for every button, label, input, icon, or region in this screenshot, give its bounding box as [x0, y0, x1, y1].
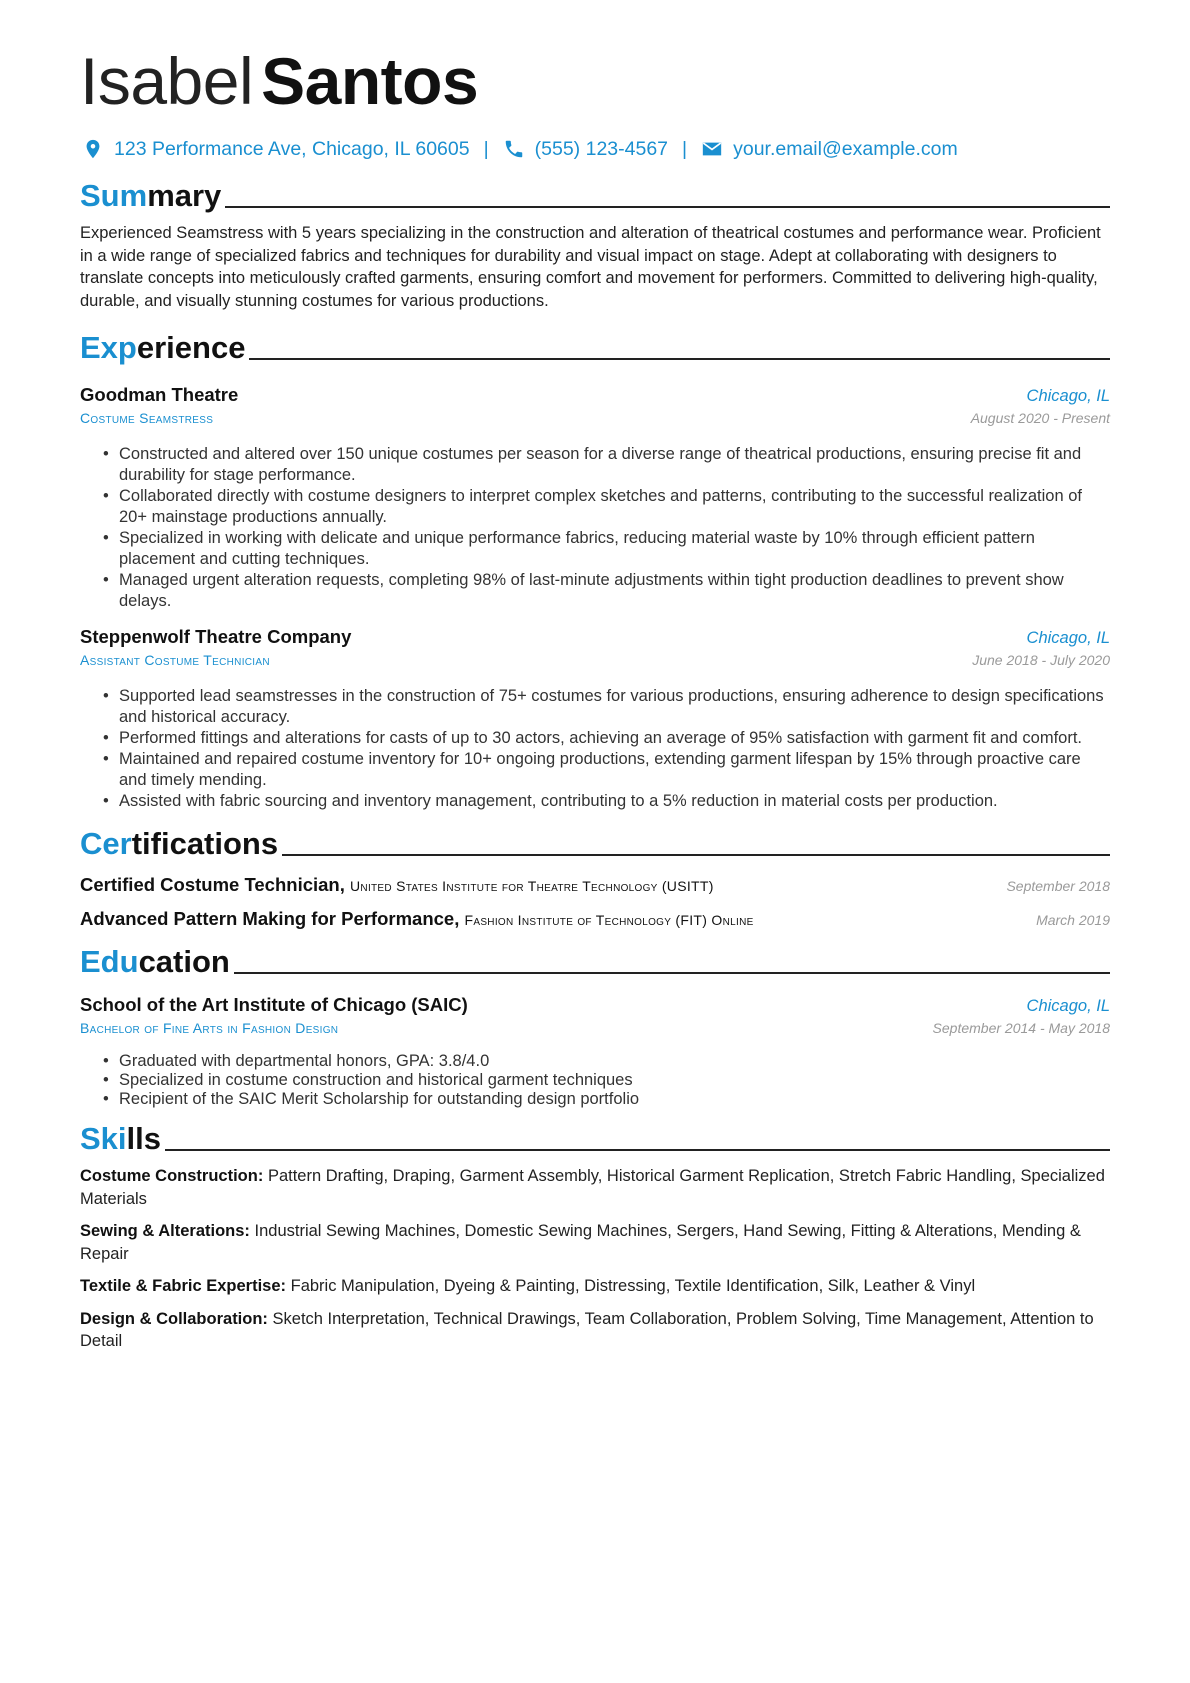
- envelope-icon: [701, 138, 723, 160]
- certification-name: Advanced Pattern Making for Performance: [80, 908, 455, 929]
- section-divider: [165, 1149, 1110, 1151]
- experience-entry-header: [80, 384, 1110, 406]
- certification-name: Certified Costume Technician: [80, 874, 340, 895]
- contact-address: [80, 138, 470, 161]
- job-location: Chicago, IL: [1026, 387, 1110, 405]
- contact-email[interactable]: [701, 138, 958, 161]
- education-dates: September 2014 - May 2018: [932, 1020, 1110, 1036]
- list-item: • Specialized in working with delicate and unique performance fabrics, reducing material waste by 10% through efficient pattern placement and cutting techniques.: [103, 528, 1110, 570]
- experience-entry-subheader: [80, 410, 1110, 426]
- section-title-rest: cation: [138, 944, 230, 979]
- list-item: • Specialized in costume construction and historical garment techniques: [103, 1071, 1110, 1090]
- skill-category: Textile & Fabric Expertise:: [80, 1277, 287, 1295]
- section-title-rest: erience: [136, 330, 246, 365]
- address-text: 123 Performance Ave, Chicago, IL 60605: [114, 137, 470, 160]
- section-title-certifications: [80, 822, 1110, 862]
- certification-issuer: United States Institute for Theatre Technology (USITT): [350, 878, 714, 894]
- skill-row: [80, 1275, 1110, 1298]
- job-dates: August 2020 - Present: [970, 410, 1110, 426]
- section-title-accent: Ski: [80, 1121, 127, 1156]
- skill-list: Industrial Sewing Machines, Domestic Sewing Machines, Sergers, Hand Sewing, Fitting & Alterations, Mending & Repair: [80, 1222, 1081, 1263]
- skill-row: [80, 1220, 1110, 1265]
- section-title-accent: Cer: [80, 826, 132, 861]
- phone-icon: [503, 138, 525, 160]
- section-title-experience: [80, 326, 1110, 366]
- list-item: • Recipient of the SAIC Merit Scholarship for outstanding design portfolio: [103, 1090, 1110, 1109]
- section-divider: [249, 358, 1110, 360]
- section-title-rest: tifications: [131, 826, 279, 861]
- section-title-rest: lls: [126, 1121, 161, 1156]
- summary-text: Experienced Seamstress with 5 years specializing in the construction and alteration of theatrical costumes and performance wear. Proficient in a wide range of specialized fabrics and techniques for durability and visual impact on stage. Adept at collaborating with designers to translate concepts into meticulously crafted garments, ensuring comfort and movement for performers. Committed to delivering high-quality, durable, and visually stunning costumes for various productions.: [80, 224, 1101, 310]
- skill-category: Costume Construction:: [80, 1167, 264, 1185]
- resume-name: [80, 40, 1110, 122]
- list-item: • Performed fittings and alterations for casts of up to 30 actors, achieving an average of 95% satisfaction with garment fit and comfort.: [103, 728, 1110, 749]
- section-title-summary: [80, 174, 1110, 214]
- contact-phone[interactable]: [503, 138, 668, 161]
- certification-date: September 2018: [1006, 878, 1110, 894]
- experience-entry-header: [80, 626, 1110, 648]
- certification-item: Certified Costume Technician, United States Institute for Theatre Technology (USITT) September 2018: [80, 874, 1110, 895]
- education-entry-header: [80, 994, 1110, 1016]
- section-divider: [282, 854, 1110, 856]
- experience-bullets: [80, 444, 1110, 612]
- section-title-rest: mary: [147, 178, 222, 213]
- skill-category: Sewing & Alterations:: [80, 1222, 250, 1240]
- map-marker-icon: [82, 138, 104, 160]
- list-item: • Supported lead seamstresses in the construction of 75+ costumes for various productions, ensuring adherence to design specifications and historical accuracy.: [103, 686, 1110, 728]
- school-name: School of the Art Institute of Chicago (SAIC): [80, 994, 468, 1015]
- job-title: Costume Seamstress: [80, 410, 214, 426]
- skill-list: Sketch Interpretation, Technical Drawings, Team Collaboration, Problem Solving, Time Management, Attention to Detail: [80, 1309, 1094, 1350]
- skill-category: Design & Collaboration:: [80, 1309, 268, 1328]
- list-item: • Collaborated directly with costume designers to interpret complex sketches and patterns, contributing to the successful realization of 20+ mainstage productions annually.: [103, 486, 1110, 528]
- school-location: Chicago, IL: [1026, 997, 1110, 1015]
- education-entry-subheader: [80, 1020, 1110, 1036]
- certification-item: Advanced Pattern Making for Performance, Fashion Institute of Technology (FIT) Online March 2019: [80, 908, 1110, 929]
- degree-name: Bachelor of Fine Arts in Fashion Design: [80, 1020, 339, 1036]
- section-title-skills: [80, 1117, 1110, 1157]
- phone-text: (555) 123-4567: [534, 137, 669, 160]
- experience-entry-subheader: [80, 652, 1110, 668]
- skill-list: Pattern Drafting, Draping, Garment Assembly, Historical Garment Replication, Stretch Fabric Handling, Specialized Materials: [80, 1167, 1105, 1208]
- section-divider: [225, 206, 1110, 208]
- employer-name: Steppenwolf Theatre Company: [80, 626, 352, 647]
- list-item: • Constructed and altered over 150 unique costumes per season for a diverse range of theatrical productions, ensuring precise fit and durability for stage performance.: [103, 444, 1110, 486]
- section-title-education: [80, 940, 1110, 980]
- experience-bullets: [80, 686, 1110, 812]
- skill-list: Fabric Manipulation, Dyeing & Painting, Distressing, Textile Identification, Silk, Leather & Vinyl: [290, 1277, 976, 1295]
- email-text: your.email@example.com: [733, 137, 958, 160]
- skill-row: [80, 1308, 1110, 1353]
- section-divider: [234, 972, 1110, 974]
- list-item: • Assisted with fabric sourcing and inventory management, contributing to a 5% reduction in material costs per production.: [103, 791, 1110, 812]
- contact-line: [80, 134, 1110, 164]
- list-item: • Maintained and repaired costume inventory for 10+ ongoing productions, extending garment lifespan by 15% through proactive care and timely mending.: [103, 749, 1110, 791]
- job-location: Chicago, IL: [1026, 629, 1110, 647]
- section-title-accent: Sum: [80, 178, 148, 213]
- education-bullets: [80, 1052, 1110, 1109]
- job-dates: June 2018 - July 2020: [972, 652, 1110, 668]
- employer-name: Goodman Theatre: [80, 384, 239, 405]
- last-name: Santos: [261, 44, 479, 118]
- section-title-accent: Exp: [80, 330, 137, 365]
- skill-row: [80, 1165, 1110, 1210]
- list-item: • Graduated with departmental honors, GPA: 3.8/4.0: [103, 1052, 1110, 1071]
- contact-separator: |: [682, 137, 688, 160]
- job-title: Assistant Costume Technician: [80, 652, 270, 668]
- section-title-accent: Edu: [80, 944, 139, 979]
- certification-date: March 2019: [1036, 912, 1110, 928]
- contact-separator: |: [483, 137, 489, 160]
- first-name: Isabel: [80, 44, 254, 118]
- list-item: • Managed urgent alteration requests, completing 98% of last-minute adjustments within tight production deadlines to prevent show delays.: [103, 570, 1110, 612]
- certification-issuer: Fashion Institute of Technology (FIT) Online: [464, 912, 754, 928]
